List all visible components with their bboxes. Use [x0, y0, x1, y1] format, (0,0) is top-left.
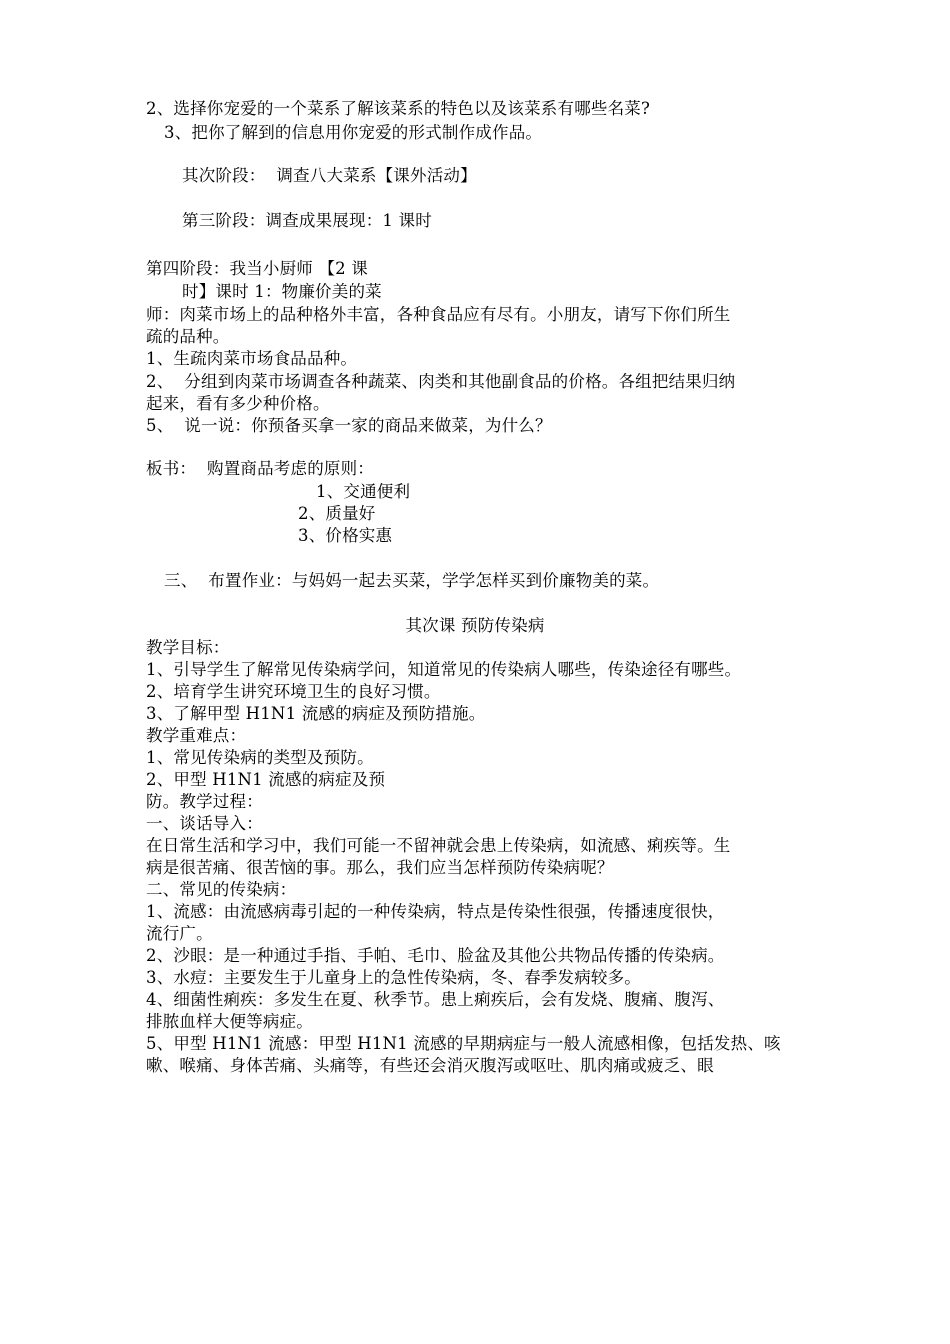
list-item: 1、引导学生了解常见传染病学问，知道常见的传染病人哪些，传染途径有哪些。: [146, 660, 742, 679]
section-heading: 教学重难点：: [146, 726, 247, 745]
list-item: 5、 说一说：你预备买拿一家的商品来做菜，为什么？: [146, 416, 552, 435]
text-line: 师：肉菜市场上的品种格外丰富，各种食品应有尽有。小朋友，请写下你们所生: [146, 305, 731, 324]
text-line: 3、把你了解到的信息用你宠爱的形式制作成作品。: [164, 123, 543, 142]
text-line: 病是很苦痛、很苦恼的事。那么，我们应当怎样预防传染病呢？: [146, 858, 614, 877]
list-item: 2、 分组到肉菜市场调查各种蔬菜、肉类和其他副食品的价格。各组把结果归纳: [146, 372, 736, 391]
list-item: 2、甲型 H1N1 流感的病症及预: [146, 770, 386, 789]
list-item: 4、细菌性痢疾：多发生在夏、秋季节。患上痢疾后，会有发烧、腹痛、腹泻、: [146, 990, 725, 1009]
list-item: 3、水痘：主要发生于儿童身上的急性传染病，冬、春季发病较多。: [146, 968, 641, 987]
text-line: 2、选择你宠爱的一个菜系了解该菜系的特色以及该菜系有哪些名菜?: [146, 99, 651, 118]
text-line: 起来，看有多少种价格。: [146, 394, 330, 413]
section-heading: 二、常见的传染病：: [146, 880, 297, 899]
section-heading: 其次阶段： 调查八大菜系【课外活动】: [182, 166, 477, 185]
text-line: 防。教学过程：: [146, 792, 263, 811]
text-line: 流行广。: [146, 924, 213, 943]
board-item: 3、价格实惠: [298, 526, 393, 545]
section-heading: 一、谈话导入：: [146, 814, 263, 833]
list-item: 2、沙眼：是一种通过手指、手帕、毛巾、脸盆及其他公共物品传播的传染病。: [146, 946, 725, 965]
board-item: 2、质量好: [298, 504, 376, 523]
text-line: 嗽、喉痛、身体苦痛、头痛等，有些还会消灭腹泻或呕吐、肌肉痛或疲乏、眼: [146, 1056, 714, 1075]
section-heading: 第三阶段：调查成果展现：1 课时: [182, 211, 432, 230]
list-item: 1、常见传染病的类型及预防。: [146, 748, 374, 767]
homework-line: 三、 布置作业：与妈妈一起去买菜，学学怎样买到价廉物美的菜。: [164, 571, 660, 590]
section-heading: 教学目标：: [146, 638, 230, 657]
text-line: 疏的品种。: [146, 327, 230, 346]
list-item: 1、流感：由流感病毒引起的一种传染病，特点是传染性很强，传播速度很快，: [146, 902, 725, 921]
board-item: 1、交通便利: [316, 482, 411, 501]
list-item: 3、了解甲型 H1N1 流感的病症及预防措施。: [146, 704, 486, 723]
text-line: 排脓血样大便等病症。: [146, 1012, 313, 1031]
section-heading: 第四阶段：我当小厨师 【2 课: [146, 259, 368, 278]
list-item: 1、生疏肉菜市场食品品种。: [146, 349, 358, 368]
lesson-title: 其次课 预防传染病: [405, 616, 545, 635]
list-item: 2、培育学生讲究环境卫生的良好习惯。: [146, 682, 441, 701]
text-line: 在日常生活和学习中，我们可能一不留神就会患上传染病，如流感、痢疾等。生: [146, 836, 731, 855]
list-item: 5、甲型 H1N1 流感：甲型 H1N1 流感的早期病症与一般人流感相像，包括发热、咳: [146, 1034, 781, 1053]
board-heading: 板书： 购置商品考虑的原则：: [146, 459, 374, 478]
text-line: 时】课时 1：物廉价美的菜: [182, 282, 382, 301]
